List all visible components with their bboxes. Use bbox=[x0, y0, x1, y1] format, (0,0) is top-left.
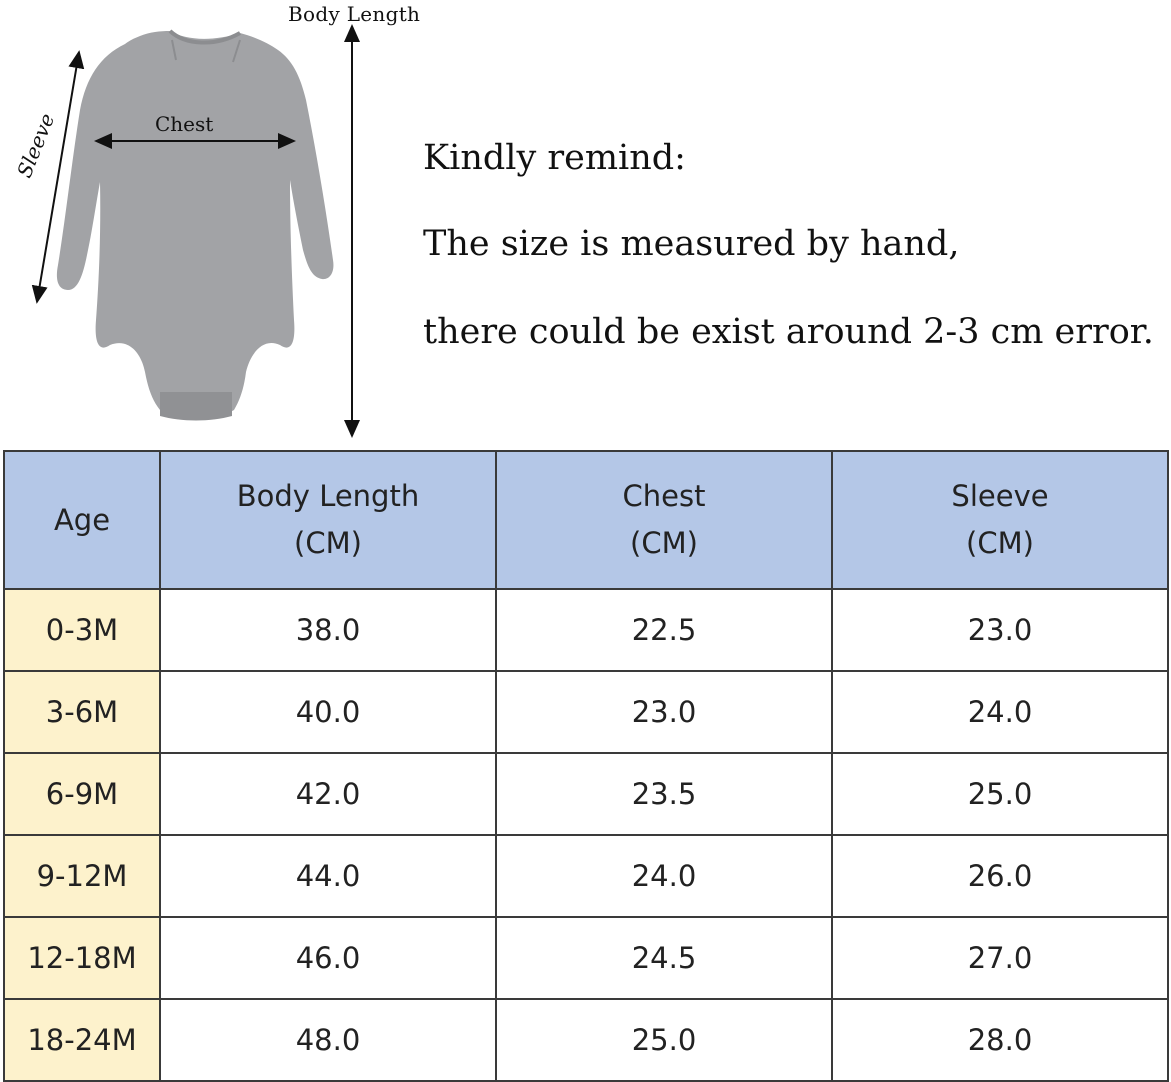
header-sleeve-label: Sleeve bbox=[951, 479, 1049, 513]
measurement-notice bbox=[423, 138, 1154, 352]
sleeve-cell: 24.0 bbox=[832, 671, 1168, 753]
table-row bbox=[4, 835, 1168, 917]
chest-label: Chest bbox=[155, 112, 214, 136]
header-body-length bbox=[160, 451, 496, 589]
age-cell: 0-3M bbox=[4, 589, 160, 671]
chest-cell: 22.5 bbox=[496, 589, 832, 671]
header-sleeve-unit: (CM) bbox=[966, 526, 1034, 560]
chest-cell: 24.5 bbox=[496, 917, 832, 999]
body-length-cell: 40.0 bbox=[160, 671, 496, 753]
sleeve-cell: 25.0 bbox=[832, 753, 1168, 835]
sleeve-cell: 28.0 bbox=[832, 999, 1168, 1081]
sleeve-label: Sleeve bbox=[12, 109, 60, 181]
body-length-cell: 46.0 bbox=[160, 917, 496, 999]
header-sleeve bbox=[832, 451, 1168, 589]
header-body-length-label: Body Length bbox=[236, 479, 420, 513]
body-length-cell: 38.0 bbox=[160, 589, 496, 671]
sleeve-cell: 26.0 bbox=[832, 835, 1168, 917]
notice-line-3: there could be exist around 2-3 cm error. bbox=[423, 312, 1154, 352]
garment-measurement-diagram bbox=[0, 0, 440, 440]
size-chart-body bbox=[4, 589, 1168, 1081]
body-length-cell: 44.0 bbox=[160, 835, 496, 917]
size-chart-header bbox=[4, 451, 1168, 589]
header-body-length-unit: (CM) bbox=[294, 526, 362, 560]
header-chest-label: Chest bbox=[622, 479, 706, 513]
header-chest bbox=[496, 451, 832, 589]
chest-cell: 25.0 bbox=[496, 999, 832, 1081]
age-cell: 3-6M bbox=[4, 671, 160, 753]
notice-line-1: Kindly remind: bbox=[423, 138, 686, 178]
bodysuit-shape bbox=[57, 31, 334, 416]
body-length-cell: 42.0 bbox=[160, 753, 496, 835]
size-chart-table bbox=[3, 450, 1169, 1082]
chest-cell: 24.0 bbox=[496, 835, 832, 917]
table-row bbox=[4, 917, 1168, 999]
sleeve-cell: 27.0 bbox=[832, 917, 1168, 999]
body-length-label: Body Length bbox=[288, 2, 421, 26]
chest-cell: 23.5 bbox=[496, 753, 832, 835]
age-cell: 9-12M bbox=[4, 835, 160, 917]
age-cell: 6-9M bbox=[4, 753, 160, 835]
notice-line-2: The size is measured by hand, bbox=[423, 224, 960, 264]
chest-cell: 23.0 bbox=[496, 671, 832, 753]
bodysuit-illustration bbox=[0, 0, 440, 440]
header-age-label: Age bbox=[53, 502, 111, 537]
table-row bbox=[4, 671, 1168, 753]
sleeve-cell: 23.0 bbox=[832, 589, 1168, 671]
age-cell: 18-24M bbox=[4, 999, 160, 1081]
header-age bbox=[4, 451, 160, 589]
table-row bbox=[4, 999, 1168, 1081]
snap-tab bbox=[160, 392, 232, 421]
table-row bbox=[4, 753, 1168, 835]
header-chest-unit: (CM) bbox=[630, 526, 698, 560]
body-length-cell: 48.0 bbox=[160, 999, 496, 1081]
age-cell: 12-18M bbox=[4, 917, 160, 999]
table-row bbox=[4, 589, 1168, 671]
